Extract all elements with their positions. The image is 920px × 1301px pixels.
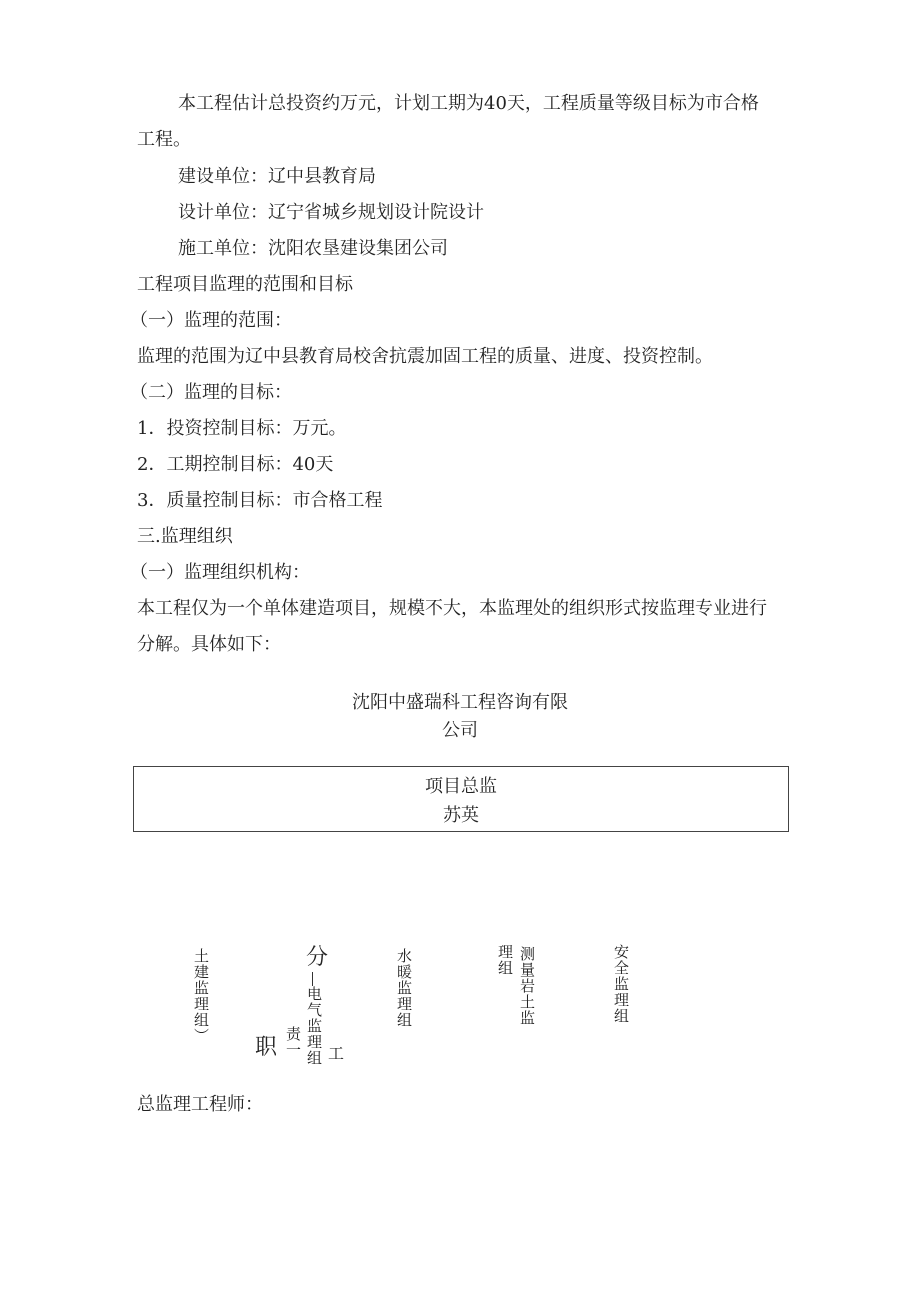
heading-scope-goals: 工程项目监理的范围和目标 <box>137 274 353 295</box>
project-director-box <box>133 766 789 832</box>
survey-geotech-group: 测量岩土监 <box>518 946 536 1026</box>
subheading-org-structure: （一）监理组织机构： <box>130 562 310 583</box>
survey-group-part1: 理组 <box>496 944 514 976</box>
scope-text: 监理的范围为辽中县教育局校舍抗震加固工程的质量、进度、投资控制。 <box>137 346 713 367</box>
label-zhi: 职 <box>255 1035 278 1060</box>
director-title: 项目总监 <box>425 776 497 797</box>
owner-unit: 建设单位：辽中县教育局 <box>178 166 376 187</box>
goal-schedule: 2．工期控制目标：40天 <box>137 454 334 475</box>
company-name-line2: 公司 <box>442 720 478 741</box>
goal-quality: 3．质量控制目标：市合格工程 <box>137 490 383 511</box>
paragraph-investment-cont: 工程。 <box>137 129 191 150</box>
construction-unit: 施工单位：沈阳农垦建设集团公司 <box>178 238 448 259</box>
connector-line <box>312 972 313 986</box>
label-gong: 工 <box>328 1044 345 1063</box>
heading-organization: 三.监理组织 <box>137 526 233 547</box>
civil-supervision-group: 土建监理组） <box>192 948 210 1044</box>
safety-supervision-group: 安全监理组 <box>612 944 630 1024</box>
label-fen: 分 <box>306 945 329 970</box>
design-unit: 设计单位：辽宁省城乡规划设计院设计 <box>178 202 484 223</box>
subheading-scope: （一）监理的范围： <box>130 310 292 331</box>
electrical-supervision-group: 电气监理组 <box>305 986 323 1066</box>
goal-investment: 1．投资控制目标：万元。 <box>137 418 347 439</box>
subheading-goals: （二）监理的目标： <box>130 382 292 403</box>
org-description: 本工程仅为一个单体建造项目，规模不大，本监理处的组织形式按监理专业进行 <box>137 598 767 619</box>
label-zeren: 责一 <box>284 1026 302 1058</box>
paragraph-investment: 本工程估计总投资约万元，计划工期为40天，工程质量等级目标为市合格 <box>178 93 759 114</box>
hvac-supervision-group: 水暖监理组 <box>395 948 413 1028</box>
company-name-line1: 沈阳中盛瑞科工程咨询有限 <box>352 692 568 713</box>
chief-engineer-label: 总监理工程师： <box>137 1094 263 1115</box>
director-name: 苏英 <box>443 805 479 826</box>
org-description-cont: 分解。具体如下： <box>137 634 281 655</box>
